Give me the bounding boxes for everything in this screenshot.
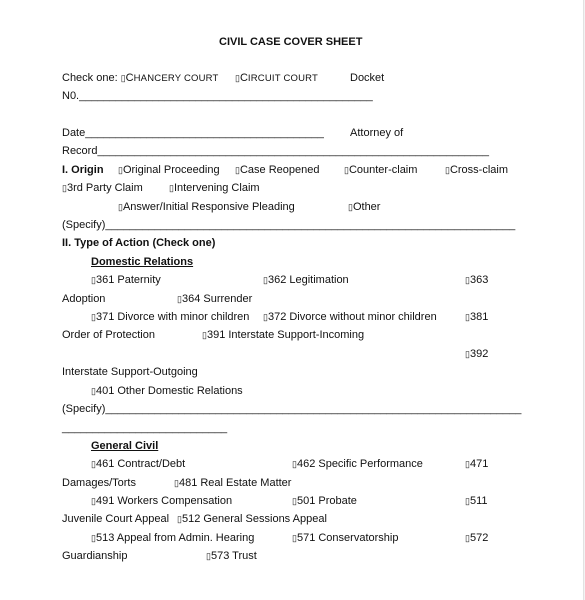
origin-cross-option: ▯Cross-claim <box>445 164 509 176</box>
checkbox[interactable]: ▯ <box>62 183 67 193</box>
checkbox[interactable]: ▯ <box>206 551 211 561</box>
option-513: ▯513 Appeal from Admin. Hearing <box>91 532 255 544</box>
option-363: ▯363 <box>465 274 489 286</box>
origin-intervening-option: ▯Intervening Claim <box>169 182 260 194</box>
origin-answer-option: ▯Answer/Initial Responsive Pleading <box>118 201 295 213</box>
option-572: ▯572 <box>465 532 489 544</box>
origin-original-option: ▯Original Proceeding <box>118 164 220 176</box>
domestic-relations-heading: Domestic Relations <box>91 256 194 268</box>
origin-other-option: ▯Other <box>348 201 381 213</box>
circuit-court-option <box>235 71 318 86</box>
option-501: ▯501 Probate <box>292 495 357 507</box>
option-361: ▯361 Paternity <box>91 274 161 286</box>
checkbox[interactable]: ▯ <box>465 496 470 506</box>
option-461: ▯461 Contract/Debt <box>91 458 186 470</box>
type-of-action-heading: II. Type of Action (Check one) <box>62 237 216 249</box>
check-one-label: Check one: <box>62 72 121 84</box>
checkbox[interactable]: ▯ <box>235 165 240 175</box>
interstate-outgoing-label: Interstate Support-Outgoing <box>62 366 198 378</box>
origin-counter-option: ▯Counter-claim <box>344 164 418 176</box>
checkbox[interactable]: ▯ <box>91 496 96 506</box>
option-471: ▯471 <box>465 458 489 470</box>
origin-heading: I. Origin <box>62 164 104 176</box>
domestic-extra-line[interactable]: ___________________________ <box>62 422 228 434</box>
chancery-court-label: CHANCERY COURT <box>125 72 219 84</box>
checkbox[interactable]: ▯ <box>465 275 470 285</box>
checkbox[interactable]: ▯ <box>174 478 179 488</box>
checkbox[interactable]: ▯ <box>348 202 353 212</box>
check-one-row <box>62 71 219 86</box>
checkbox[interactable]: ▯ <box>118 165 123 175</box>
option-481: ▯481 Real Estate Matter <box>174 477 292 489</box>
option-491: ▯491 Workers Compensation <box>91 495 233 507</box>
docket-label: Docket <box>350 72 385 84</box>
checkbox[interactable]: ▯ <box>118 202 123 212</box>
checkbox[interactable]: ▯ <box>344 165 349 175</box>
option-372: ▯372 Divorce without minor children <box>263 311 437 323</box>
option-362: ▯362 Legitimation <box>263 274 349 286</box>
checkbox[interactable]: ▯ <box>465 533 470 543</box>
origin-reopened-option: ▯Case Reopened <box>235 164 320 176</box>
option-573: ▯573 Trust <box>206 550 257 562</box>
checkbox[interactable]: ▯ <box>169 183 174 193</box>
checkbox[interactable]: ▯ <box>292 459 297 469</box>
checkbox[interactable]: ▯ <box>177 514 182 524</box>
checkbox[interactable]: ▯ <box>91 312 96 322</box>
attorney-label: Attorney of <box>350 127 404 139</box>
order-of-protection-label: Order of Protection <box>62 329 155 341</box>
origin-specify-field[interactable]: (Specify)___________________________________________________________________ <box>62 219 516 231</box>
checkbox[interactable]: ▯ <box>465 459 470 469</box>
checkbox[interactable]: ▯ <box>91 386 96 396</box>
chancery-court-checkbox[interactable]: ▯ <box>120 73 126 83</box>
checkbox[interactable]: ▯ <box>292 496 297 506</box>
option-401: ▯401 Other Domestic Relations <box>91 385 243 397</box>
option-391: ▯391 Interstate Support-Incoming <box>202 329 365 341</box>
option-462: ▯462 Specific Performance <box>292 458 423 470</box>
guardianship-label: Guardianship <box>62 550 128 562</box>
origin-third-party-option: ▯3rd Party Claim <box>62 182 143 194</box>
circuit-court-checkbox[interactable]: ▯ <box>235 73 240 83</box>
adoption-label: Adoption <box>62 293 106 305</box>
option-571: ▯571 Conservatorship <box>292 532 399 544</box>
option-511: ▯511 <box>465 495 488 507</box>
domestic-specify-field[interactable]: (Specify)____________________________________________________________________ <box>62 403 522 415</box>
docket-number-field[interactable]: N0.________________________________________________ <box>62 90 373 102</box>
checkbox[interactable]: ▯ <box>263 275 268 285</box>
checkbox[interactable]: ▯ <box>263 312 268 322</box>
option-364: ▯364 Surrender <box>177 293 253 305</box>
date-field[interactable]: Date_______________________________________ <box>62 127 324 139</box>
checkbox[interactable]: ▯ <box>177 294 182 304</box>
checkbox[interactable]: ▯ <box>292 533 297 543</box>
checkbox[interactable]: ▯ <box>91 275 96 285</box>
checkbox[interactable]: ▯ <box>465 312 470 322</box>
option-512: ▯512 General Sessions Appeal <box>177 513 327 525</box>
checkbox[interactable]: ▯ <box>465 349 470 359</box>
checkbox[interactable]: ▯ <box>202 330 207 340</box>
option-371: ▯371 Divorce with minor children <box>91 311 250 323</box>
page-title: CIVIL CASE COVER SHEET <box>219 36 363 48</box>
general-civil-heading: General Civil <box>91 440 159 452</box>
option-392: ▯392 <box>465 348 489 360</box>
checkbox[interactable]: ▯ <box>91 459 96 469</box>
juvenile-appeal-label: Juvenile Court Appeal <box>62 513 170 525</box>
checkbox[interactable]: ▯ <box>91 533 96 543</box>
option-381: ▯381 <box>465 311 489 323</box>
damages-torts-label: Damages/Torts <box>62 477 136 489</box>
circuit-court-label: CIRCUIT COURT <box>239 72 319 84</box>
checkbox[interactable]: ▯ <box>445 165 450 175</box>
attorney-record-field[interactable]: Record________________________________________________________________ <box>62 145 489 157</box>
